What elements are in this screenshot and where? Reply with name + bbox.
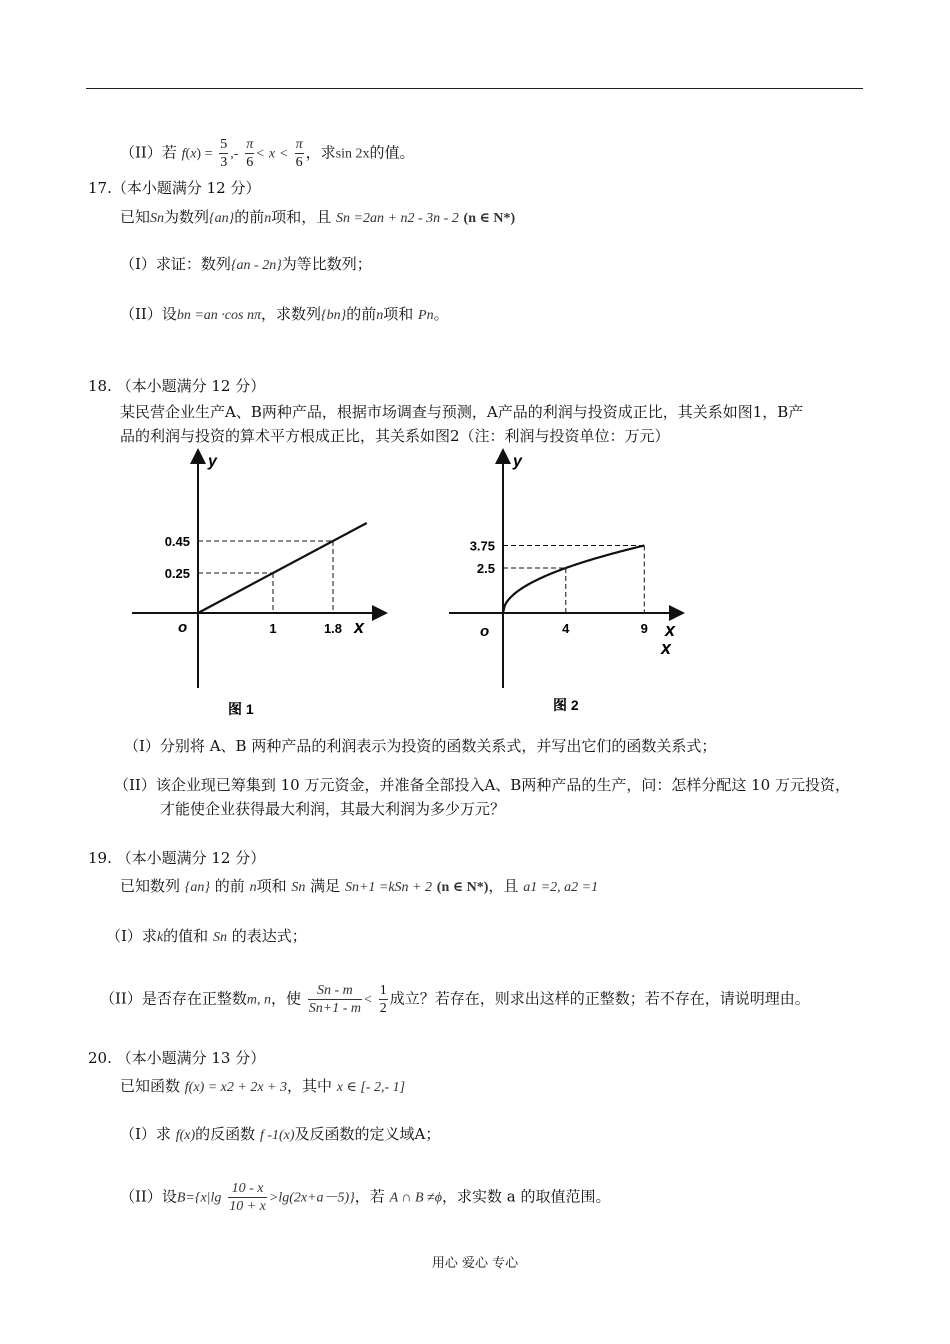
header-rule — [86, 88, 863, 89]
q20-part1: （I）求 f(x)的反函数 f -1(x)及反函数的定义域A； — [120, 1125, 441, 1143]
figure-2 — [445, 448, 705, 718]
figure-1 — [128, 448, 388, 718]
x-tick-label: 1 — [269, 621, 277, 636]
origin-label: o — [178, 619, 188, 636]
q17-part1: （I）求证：数列{an - 2n}为等比数列； — [120, 255, 372, 273]
page-footer: 用心 爱心 专心 — [431, 1256, 519, 1271]
q17-given: 已知Sn为数列{an}的前n项和，且 Sn =2an + n2 - 3n - 2 (n ∈ N*) — [120, 208, 516, 226]
x-tick-label: 9 — [640, 621, 648, 636]
y-tick-label: 0.45 — [164, 534, 190, 549]
x-tick-label: 1.8 — [323, 621, 343, 636]
q18-text-1: 某民营企业生产A、B两种产品，根据市场调查与预测，A产品的利润与投资成正比，其关系如图1，B产 — [120, 403, 804, 421]
q20-given: 已知函数 f(x) = x2 + 2x + 3，其中 x ∈ [- 2,- 1] — [120, 1077, 406, 1095]
q16-pi-frac-1: $\frac{\pi}{6}$ — [246, 137, 254, 170]
q16-pi-frac-2: $\frac{\pi}{6}$ — [295, 137, 303, 170]
q17-header: 17.（本小题满分 12 分） — [88, 179, 261, 197]
q18-part2-line2: 才能使企业获得最大利润，其最大利润为多少万元？ — [160, 800, 506, 818]
q19-header: 19. （本小题满分 12 分） — [88, 849, 266, 867]
series-line — [198, 523, 367, 613]
q16-frac: $\frac{5}{3}$ — [220, 137, 228, 170]
origin-label: o — [480, 623, 490, 640]
x-axis-label-2: x — [661, 638, 672, 658]
q19-part1: （I）求k的值和 Sn 的表达式； — [106, 927, 307, 945]
q17-part2: （II）设bn =an ·cos nπ，求数列{bn}的前n项和 Pn。 — [120, 305, 449, 323]
q19-half-frac: $\frac{1}{2}$ — [379, 983, 387, 1016]
figure-2-caption: 图 2 — [553, 697, 579, 713]
y-tick-label: 3.75 — [469, 538, 495, 554]
q19-ineq-frac: $\frac{Sn - m}{Sn+1 - m}$ — [308, 983, 362, 1016]
q18-part2-line1: （II）该企业现已筹集到 10 万元资金，并准备全部投入A、B两种产品的生产，问：怎样分配这 10 万元投资， — [114, 776, 850, 794]
q20-frac: $\frac{10 - x}{10 + x}$ — [229, 1181, 266, 1214]
series-curve — [503, 546, 644, 614]
q20-header: 20. （本小题满分 13 分） — [88, 1049, 266, 1067]
x-axis-label: x — [354, 617, 365, 637]
q20-part2: （II）设B={x|lg $\frac{10 - x}{10 + x}$ >lg(2x+a－5)}，若 A ∩ B ≠ϕ，求实数 a 的取值范围。 — [120, 1181, 611, 1214]
q16-part2: （II）若 f(x) = $\frac{5}{3}$ ,- $\frac{\pi}{6}$ < x < $\frac{\pi}{6}$ ，求sin 2x的值。 — [120, 137, 415, 170]
q19-given: 已知数列 {an} 的前 n项和 Sn 满足 Sn+1 =kSn + 2 (n ∈ N*)，且 a1 =2, a2 =1 — [120, 877, 599, 895]
figure-1-caption: 图 1 — [228, 701, 254, 717]
q19-part2: （II）是否存在正整数m, n，使 $\frac{Sn - m}{Sn+1 - m}$ < $\frac{1}{2}$ 成立？若存在，则求出这样的正整数；若不存在，请说明理由。 — [100, 983, 810, 1016]
q18-part1: （I）分别将 A、B 两种产品的利润表示为投资的函数关系式，并写出它们的函数关系式； — [124, 737, 717, 755]
q18-text-2: 品的利润与投资的算术平方根成正比，其关系如图2（注：利润与投资单位：万元） — [120, 427, 670, 445]
x-axis-label: x — [665, 620, 676, 640]
q18-header: 18. （本小题满分 12 分） — [88, 377, 266, 395]
x-tick-label: 4 — [562, 621, 570, 636]
y-axis-label: y — [513, 453, 522, 470]
y-axis-label: y — [208, 453, 217, 470]
y-tick-label: 0.25 — [164, 566, 190, 581]
y-tick-label: 2.5 — [476, 561, 495, 576]
